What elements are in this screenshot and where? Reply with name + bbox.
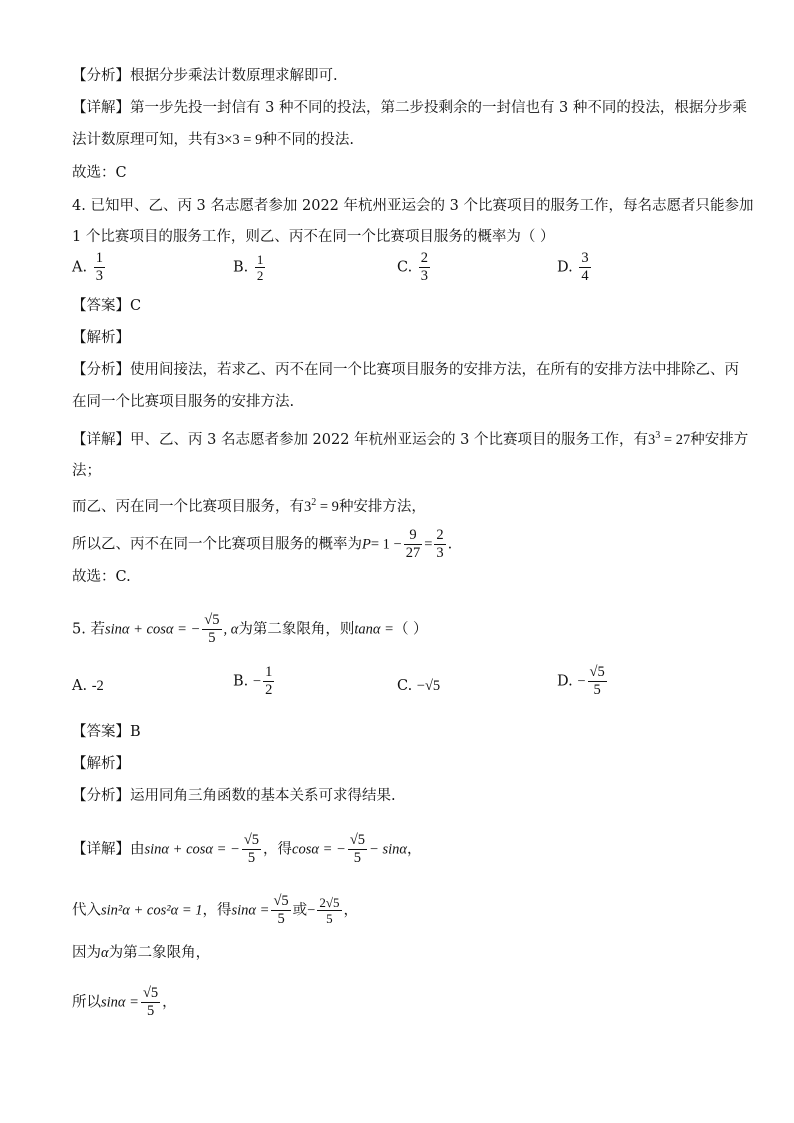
punctuation: . [447,536,453,553]
question-blank: （ ） [393,621,428,638]
fraction [242,832,261,867]
detail-line-1 [72,832,421,867]
detail-text: ，得 [263,841,293,858]
detail-line-2: 代入sin²α + cos²α = 1，得sinα = $\frac{√5}{5}$ 或− $\frac{2√5}{5}$ ， [72,893,358,927]
detail-line-2 [72,130,354,150]
numerator: 1 [256,252,264,267]
denominator: 27 [405,545,421,561]
numerator: 2 [436,527,444,543]
detail-text: 法计数原理可知，共有 [72,132,217,148]
solution-heading [72,328,130,348]
math-expression: cosα = − [292,841,346,858]
denominator: 5 [208,630,216,646]
option-label: A. [72,678,88,694]
fraction [263,664,274,699]
detail-text: 因为 [72,945,101,961]
detail-text: 所以乙、丙不在同一个比赛项目服务的概率为 [72,536,362,553]
numerator: √5 [349,832,366,848]
denominator: 5 [593,682,601,698]
math-expression: $3^3 = 27$ [648,430,691,448]
option-c[interactable] [397,678,440,695]
detail-text: 而乙、丙在同一个比赛项目服务，有 [72,499,304,515]
option-b[interactable] [233,252,267,283]
option-c[interactable] [397,250,432,285]
punctuation: ， [162,994,177,1011]
math-variable: P [362,536,371,553]
denominator: 5 [247,850,256,866]
math-expression: sinα = [231,902,270,919]
option-a[interactable] [72,250,107,285]
option-value: -2 [91,678,104,694]
option-label: B. [233,259,249,276]
solution-label: 【解析】 [72,756,130,772]
fraction [141,985,160,1020]
answer-value: B [130,724,141,740]
choice-line: 故选：C. [72,569,131,585]
analysis-text: 使用间接法，若求乙、丙不在同一个比赛项目服务的安排方法，在所有的安排方法中排除乙、丙 [130,362,739,378]
analysis-line [72,786,396,806]
numerator: 9 [404,527,423,545]
question-4-line-2: 1 个比赛项目的服务工作，则乙、丙不在同一个比赛项目服务的概率为（ ） [72,229,555,245]
analysis-text: 根据分步乘法计数原理求解即可. [130,68,338,84]
denominator: 3 [95,268,103,284]
detail-line-3 [72,493,426,517]
numerator: 1 [95,250,103,266]
analysis-line [72,66,338,86]
analysis-text: 运用同角三角函数的基本关系可求得结果. [130,788,396,804]
analysis-line-2: 在同一个比赛项目服务的安排方法. [72,394,295,410]
detail-text: 种不同的投法. [262,132,354,148]
denominator: 3 [436,545,444,561]
math-expression: 3×3 = 9 [217,132,263,148]
math-expression: sin²α + cos²α = 1 [101,902,203,919]
denominator: 3 [420,268,429,284]
solution-heading [72,754,130,774]
numerator: √5 [204,612,220,628]
question-4-line-1: 4. 已知甲、乙、丙 3 名志愿者参加 2022 年杭州亚运会的 3 个比赛项目的服务工作，每名志愿者只能参加 [72,198,754,214]
numerator: √5 [589,664,605,680]
denominator: 5 [146,1003,155,1019]
detail-text: 由 [130,841,145,858]
detail-text: 种安排方法， [338,499,426,515]
analysis-label: 【分析】 [72,362,130,378]
fraction [202,612,221,647]
option-label: D. [557,259,573,276]
fraction [271,893,290,928]
numerator: √5 [142,985,159,1001]
choice-line: 故选：C [72,165,127,181]
denominator: 5 [277,911,285,927]
answer-label: 【答案】 [72,298,130,314]
option-sign: − [577,673,586,690]
detail-text: 或 [292,902,308,919]
option-label: C. [397,259,413,276]
detail-line-4 [72,985,177,1020]
fraction [434,527,445,562]
detail-line-1 [72,426,748,450]
fraction [404,527,423,562]
answer-label: 【答案】 [72,724,130,740]
answer-line [72,296,141,316]
fraction [579,250,590,285]
punctuation: ， [343,902,358,919]
question-text: 为第二象限角，则 [238,621,355,638]
detail-line-2: 法； [72,463,101,479]
analysis-line [72,360,739,380]
denominator: 5 [353,850,362,866]
option-label: D. [557,673,573,690]
fraction [348,832,367,867]
detail-text: 甲、乙、丙 3 名志愿者参加 2022 年杭州亚运会的 3 个比赛项目的服务工作，有 [130,432,649,448]
option-sign: − [252,673,262,690]
option-a[interactable] [72,678,104,695]
option-d[interactable] [557,250,593,285]
answer-value: C [130,298,142,314]
math-expression: tanα = [354,621,394,638]
option-value: −√5 [416,678,441,694]
math-expression: = 1 − [370,536,402,553]
numerator: 3 [581,250,589,266]
denominator: 2 [265,682,273,698]
question-5-line-1 [72,612,428,647]
punctuation: ， [406,841,422,858]
fraction [94,250,105,285]
detail-text: 第一步先投一封信有 3 种不同的投法，第二步投剩余的一封信也有 3 种不同的投法，根据分步乘 [130,100,747,116]
math-expression: − sinα [369,841,407,858]
denominator: 4 [581,268,589,284]
detail-text: 种安排方 [690,432,749,448]
option-label: B. [233,673,249,690]
detail-text: ，得 [202,902,232,919]
numerator: √5 [243,832,260,848]
fraction [419,250,430,285]
denominator: 5 [326,911,333,926]
math-expression: sinα + cosα = − [104,621,201,638]
math-variable: , α [223,621,239,638]
math-expression: $3^2 = 9$ [304,497,339,515]
detail-label: 【详解】 [72,432,130,448]
math-expression: sinα = [101,994,139,1011]
numerator: 2 [420,250,429,266]
answer-line [72,722,141,742]
math-expression: = [424,536,433,553]
question-text: 5. 若 [72,621,105,638]
fraction [588,664,607,699]
analysis-label: 【分析】 [72,788,130,804]
solution-label: 【解析】 [72,330,130,346]
math-variable: α [101,945,109,961]
detail-line-3 [72,943,210,963]
numerator: 2√5 [319,895,340,910]
detail-text: 代入 [72,902,101,919]
detail-label: 【详解】 [72,100,130,116]
fraction [317,895,341,926]
option-b[interactable] [233,664,276,699]
numerator: √5 [273,893,289,909]
analysis-label: 【分析】 [72,68,130,84]
math-value: = 27 [663,432,691,448]
detail-text: 所以 [72,994,101,1011]
fraction [255,252,266,283]
math-expression: sinα + cosα = − [144,841,240,858]
math-value: = 9 [319,499,339,515]
detail-label: 【详解】 [72,841,130,858]
denominator: 2 [256,268,264,283]
detail-line-1 [72,98,747,118]
option-d[interactable] [557,664,609,699]
numerator: 1 [265,664,273,680]
option-label: C. [397,678,413,694]
detail-line-4 [72,527,452,562]
option-label: A. [72,259,88,276]
detail-text: 为第二象限角， [108,945,211,961]
